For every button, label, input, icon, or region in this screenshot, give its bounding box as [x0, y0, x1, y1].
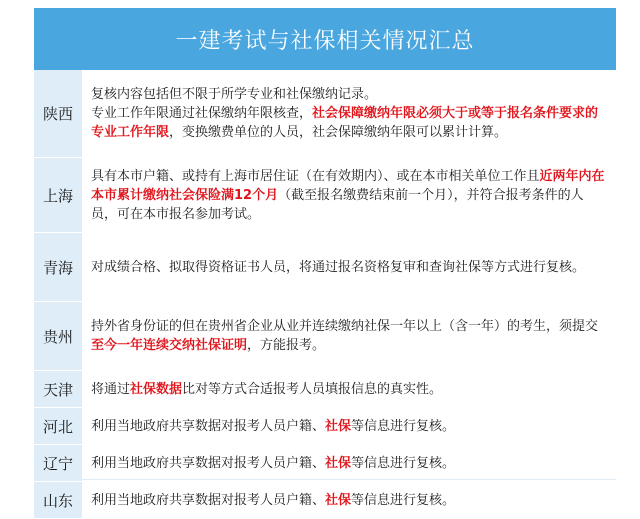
region-cell: 天津: [34, 371, 83, 408]
content-cell: [83, 408, 617, 445]
content-cell: [83, 302, 617, 371]
table-row: [34, 371, 616, 408]
region-cell: 上海: [34, 158, 83, 233]
highlight-text: 社保: [325, 455, 352, 471]
table-row: [34, 70, 616, 158]
content-text: 利用当地政府共享数据对报考人员户籍、: [91, 455, 326, 471]
highlight-text: 社保: [325, 492, 352, 508]
content-text: 持外省身份证的但在贵州省企业从业并连续缴纳社保一年以上（含一年）的考生，须提交: [91, 319, 599, 334]
highlight-text: 近两年内在本市累计缴纳社会保险满12个月: [91, 168, 605, 203]
region-cell: 河北: [34, 408, 83, 445]
region-cell: 贵州: [34, 302, 83, 371]
content-text: 对成绩合格、拟取得资格证书人员，将通过报名资格复审和查询社保等方式进行复核。: [91, 259, 586, 275]
highlight-text: 社会保障缴纳年限必须大于或等于报名条件要求的专业工作年限: [91, 106, 599, 140]
content-text: 等信息进行复核。: [351, 455, 456, 471]
table-row: [34, 233, 616, 302]
content-text: ，变换缴费单位的人员，社会保障缴纳年限可以累计计算。: [169, 125, 508, 140]
highlight-text: 社保数据: [130, 381, 183, 397]
content-text: 复核内容包括但不限于所学专业和社保缴纳记录。: [91, 87, 378, 102]
highlight-text: 社保: [325, 418, 352, 434]
content-text: ，方能报考。: [247, 338, 326, 353]
content-text: 专业工作年限通过社保缴纳年限核查，: [91, 106, 313, 121]
summary-table: [34, 70, 616, 519]
content-text: 将通过: [91, 381, 131, 397]
content-text: （截至报名缴费结束前一个月），并符合报考条件的人员，可在本市报名参加考试。: [91, 187, 584, 222]
page-title: 一建考试与社保相关情况汇总: [34, 8, 616, 70]
table-row: [34, 408, 616, 445]
region-cell: 青海: [34, 233, 83, 302]
content-cell: [83, 445, 617, 482]
content-cell: [83, 482, 617, 519]
content-text: 比对等方式合适报考人员填报信息的真实性。: [182, 381, 443, 397]
content-text: 等信息进行复核。: [351, 418, 456, 434]
table-row: [34, 482, 616, 519]
highlight-text: 至今一年连续交纳社保证明: [91, 338, 248, 353]
content-cell: [83, 158, 617, 233]
table-row: [34, 445, 616, 482]
content-text: 具有本市户籍、或持有上海市居住证（在有效期内）、或在本市相关单位工作且: [91, 168, 540, 184]
region-cell: 辽宁: [34, 445, 83, 482]
content-text: 等信息进行复核。: [351, 492, 456, 508]
content-cell: [83, 371, 617, 408]
region-cell: 山东: [34, 482, 83, 519]
region-cell: 陕西: [34, 70, 83, 158]
table-row: [34, 302, 616, 371]
content-cell: [83, 70, 617, 158]
table-bottom-divider: [34, 479, 616, 480]
table-row: [34, 158, 616, 233]
content-cell: [83, 233, 617, 302]
content-text: 利用当地政府共享数据对报考人员户籍、: [91, 492, 326, 508]
content-text: 利用当地政府共享数据对报考人员户籍、: [91, 418, 326, 434]
